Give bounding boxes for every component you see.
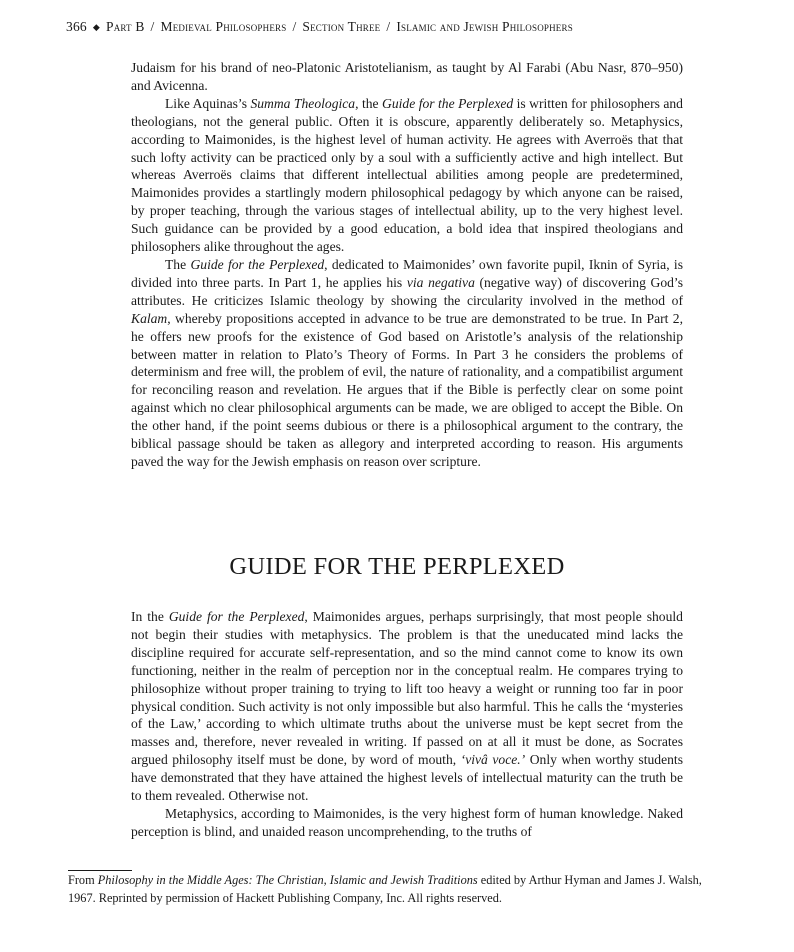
paragraph: In the Guide for the Perplexed, Maimonides argues, perhaps surprisingly, that most people should not begin their studies with metaphysics. The problem is that the uneducated mind lacks the discipline required for accurate self-representation, and so the mind cannot come to know its own functioning, neither in the realm of perception nor in the conceptual realm. He compares trying to philosophize without proper training to trying to lift too heavy a weight or running too far in poor physical condition. Such activity is not only impossible but also harmful. This he calls the ‘mysteries of the Law,’ according to which ultimate truths about the universe must be kept secret from the masses and, therefore, never revealed in writing. If passed on at all it must be done, as Socrates argued philosophy itself must be done, by word of mouth, ‘vivâ voce.’ Only when worthy students have demonstrated that they have attained the highest levels of intellectual maturity can the truth be to them revealed. Otherwise not. <box>131 609 683 804</box>
introduction-text <box>131 59 683 471</box>
separator: / <box>150 19 155 34</box>
page-number: 366 <box>66 19 87 34</box>
part-label: Part B <box>105 19 145 34</box>
paragraph: Judaism for his brand of neo-Platonic Aristotelianism, as taught by Al Farabi (Abu Nasr, 870–950) and Avicenna. <box>131 60 683 93</box>
paragraph: The Guide for the Perplexed, dedicated to Maimonides’ own favorite pupil, Iknin of Syria, is divided into three parts. In Part 1, he applies his via negativa (negative way) of discovering God’s attributes. He criticizes Islamic theology by showing the circularity involved in the method of Kalam, whereby propositions accepted in advance to be true are demonstrated to be true. In Part 2, he offers new proofs for the existence of God based on Aristotle’s analysis of the relationship between matter in relation to Plato’s Theory of Forms. In Part 3 he considers the problems of determinism and free will, the problem of evil, the nature of rationality, and a compatibilist argument for reconciling reason and revelation. He argues that if the Bible is perfectly clear on some point against which no clear philosophical arguments can be made, we are obliged to accept the Bible. On the other hand, if the point seems dubious or there is a philosophical argument to the contrary, the biblical passage should be taken as allegory and interpreted according to reason. His arguments paved the way for the Jewish emphasis on reason over scripture. <box>131 256 683 469</box>
diamond-bullet-icon: ◆ <box>92 22 100 32</box>
paragraph: Like Aquinas’s Summa Theologica, the Guide for the Perplexed is written for philosophers and theologians, not the general public. Often it is obscure, apparently deliberately so. Metaphysics, according to Maimonides, is the highest level of human activity. He agrees with Averroës that that such lofty activity can be practiced only by a soul with a sufficiently active and high intellect. But whereas Averroës claims that different intellectual abilities among people are predetermined, Maimonides provides a startlingly modern philosophical pedagogy by which anyone can be raised, by proper teaching, through the various stages of intellectual ability, up to the very highest level. Such guidance can be provided by a good education, a bold idea that inspired theologians and philosophers alike throughout the ages. <box>131 95 683 255</box>
separator: / <box>386 19 391 34</box>
footnote-rule <box>68 870 132 871</box>
reading-title: GUIDE FOR THE PERPLEXED <box>229 553 565 580</box>
section-heading: Islamic and Jewish Philosophers <box>396 19 573 34</box>
running-head <box>66 19 573 35</box>
reading-text <box>131 608 683 841</box>
part-title: Medieval Philosophers <box>160 19 287 34</box>
source-footnote: From Philosophy in the Middle Ages: The Christian, Islamic and Jewish Traditions edited by Arthur Hyman and James J. Walsh, 1967. Reprinted by permission of Hackett Publishing Company, Inc. All rights reserved. <box>68 873 702 905</box>
separator: / <box>292 19 297 34</box>
paragraph: Metaphysics, according to Maimonides, is the very highest form of human knowledge. Naked perception is blind, and unaided reason uncomprehending, to the truths of <box>131 805 683 839</box>
section-label: Section Three <box>302 19 381 34</box>
